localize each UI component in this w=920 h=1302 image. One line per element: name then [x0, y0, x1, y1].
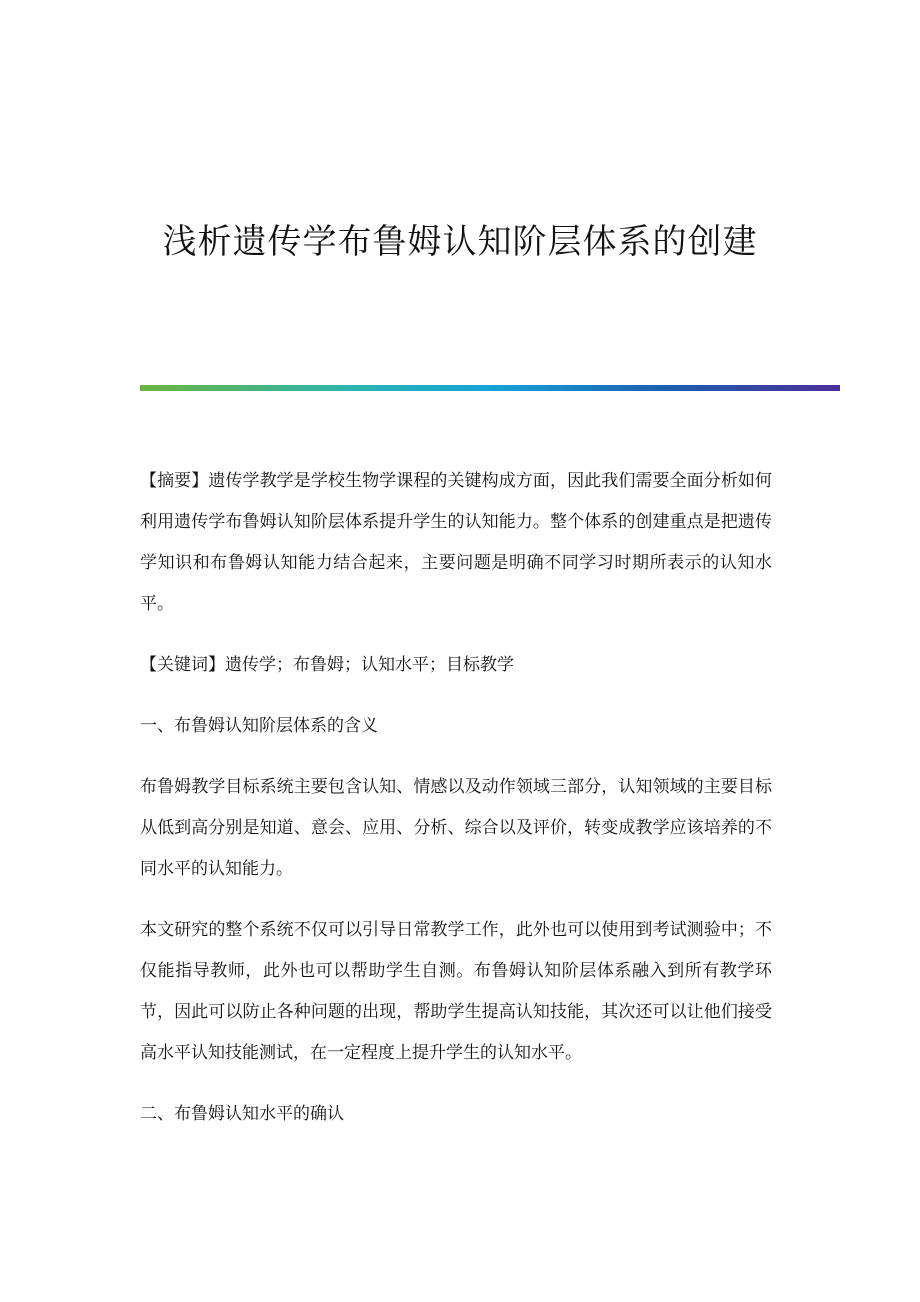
section-heading-1: 一、布鲁姆认知阶层体系的含义 [140, 716, 378, 736]
section-heading-2: 二、布鲁姆认知水平的确认 [140, 1104, 344, 1124]
keywords-line: 【关键词】遗传学；布鲁姆；认知水平；目标教学 [140, 655, 514, 675]
title-divider [140, 385, 840, 391]
document-body [140, 461, 772, 1155]
document-title: 浅析遗传学布鲁姆认知阶层体系的创建 [162, 222, 758, 262]
abstract-paragraph: 【摘要】遗传学教学是学校生物学课程的关键构成方面，因此我们需要全面分析如何利用遗传学布鲁姆认知阶层体系提升学生的认知能力。整个体系的创建重点是把遗传学知识和布鲁姆认知能力结合起来，主要问题是明确不同学习时期所表示的认知水平。 [140, 471, 772, 614]
body-paragraph: 本文研究的整个系统不仅可以引导日常教学工作，此外也可以使用到考试测验中；不仅能指导教师，此外也可以帮助学生自测。布鲁姆认知阶层体系融入到所有教学环节，因此可以防止各种问题的出现，帮助学生提高认知技能，其次还可以让他们接受高水平认知技能测试，在一定程度上提升学生的认知水平。 [140, 920, 772, 1063]
body-paragraph: 布鲁姆教学目标系统主要包含认知、情感以及动作领域三部分，认知领域的主要目标从低到高分别是知道、意会、应用、分析、综合以及评价，转变成教学应该培养的不同水平的认知能力。 [140, 777, 772, 879]
